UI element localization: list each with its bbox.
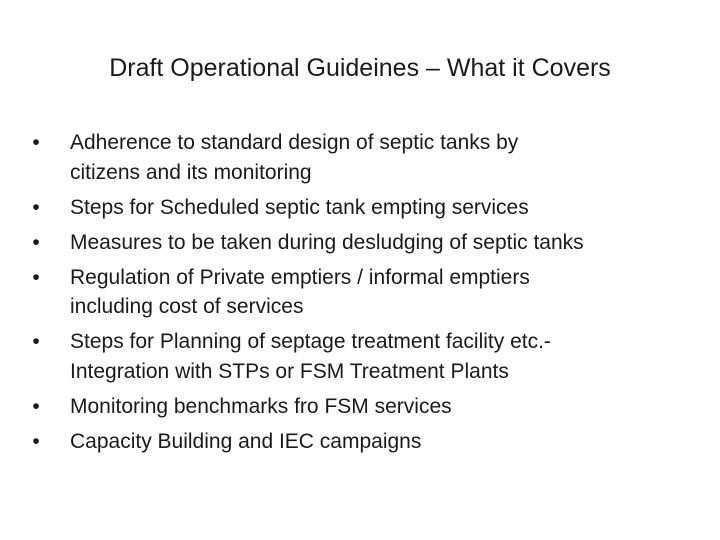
bullet-text: Monitoring benchmarks fro FSM services	[70, 394, 452, 418]
bullet-icon: •	[32, 265, 40, 289]
bullet-item-desludging-measures	[28, 228, 698, 258]
bullet-text: Steps for Scheduled septic tank empting services	[70, 195, 529, 219]
bullet-text: Measures to be taken during desludging of septic tanks	[70, 230, 584, 254]
bullet-item-scheduled-empting	[28, 193, 698, 223]
bullet-icon: •	[32, 394, 40, 418]
bullet-icon: •	[32, 330, 40, 353]
bullet-item-treatment-planning	[28, 327, 698, 386]
bullet-item-emptier-regulation	[28, 263, 698, 322]
bullet-text: Adherence to standard design of septic tanks by citizens and its monitoring	[70, 131, 519, 184]
bullet-icon: •	[32, 195, 40, 219]
slide-title: Draft Operational Guideines – What it Covers	[109, 54, 611, 82]
bullet-text: Regulation of Private emptiers / informal emptiers including cost of services	[70, 265, 530, 318]
bullet-text: Steps for Planning of septage treatment facility etc.- Integration with STPs or FSM Treatment Plants	[70, 330, 551, 383]
bullet-item-capacity-building	[28, 427, 698, 457]
bullet-icon: •	[32, 230, 40, 254]
bullet-item-monitoring-benchmarks	[28, 392, 698, 422]
bullet-icon: •	[32, 429, 40, 453]
bullet-item-adherence	[28, 128, 698, 187]
bullet-icon: •	[32, 131, 40, 154]
bullet-list	[28, 128, 698, 456]
bullet-text: Capacity Building and IEC campaigns	[70, 429, 422, 453]
